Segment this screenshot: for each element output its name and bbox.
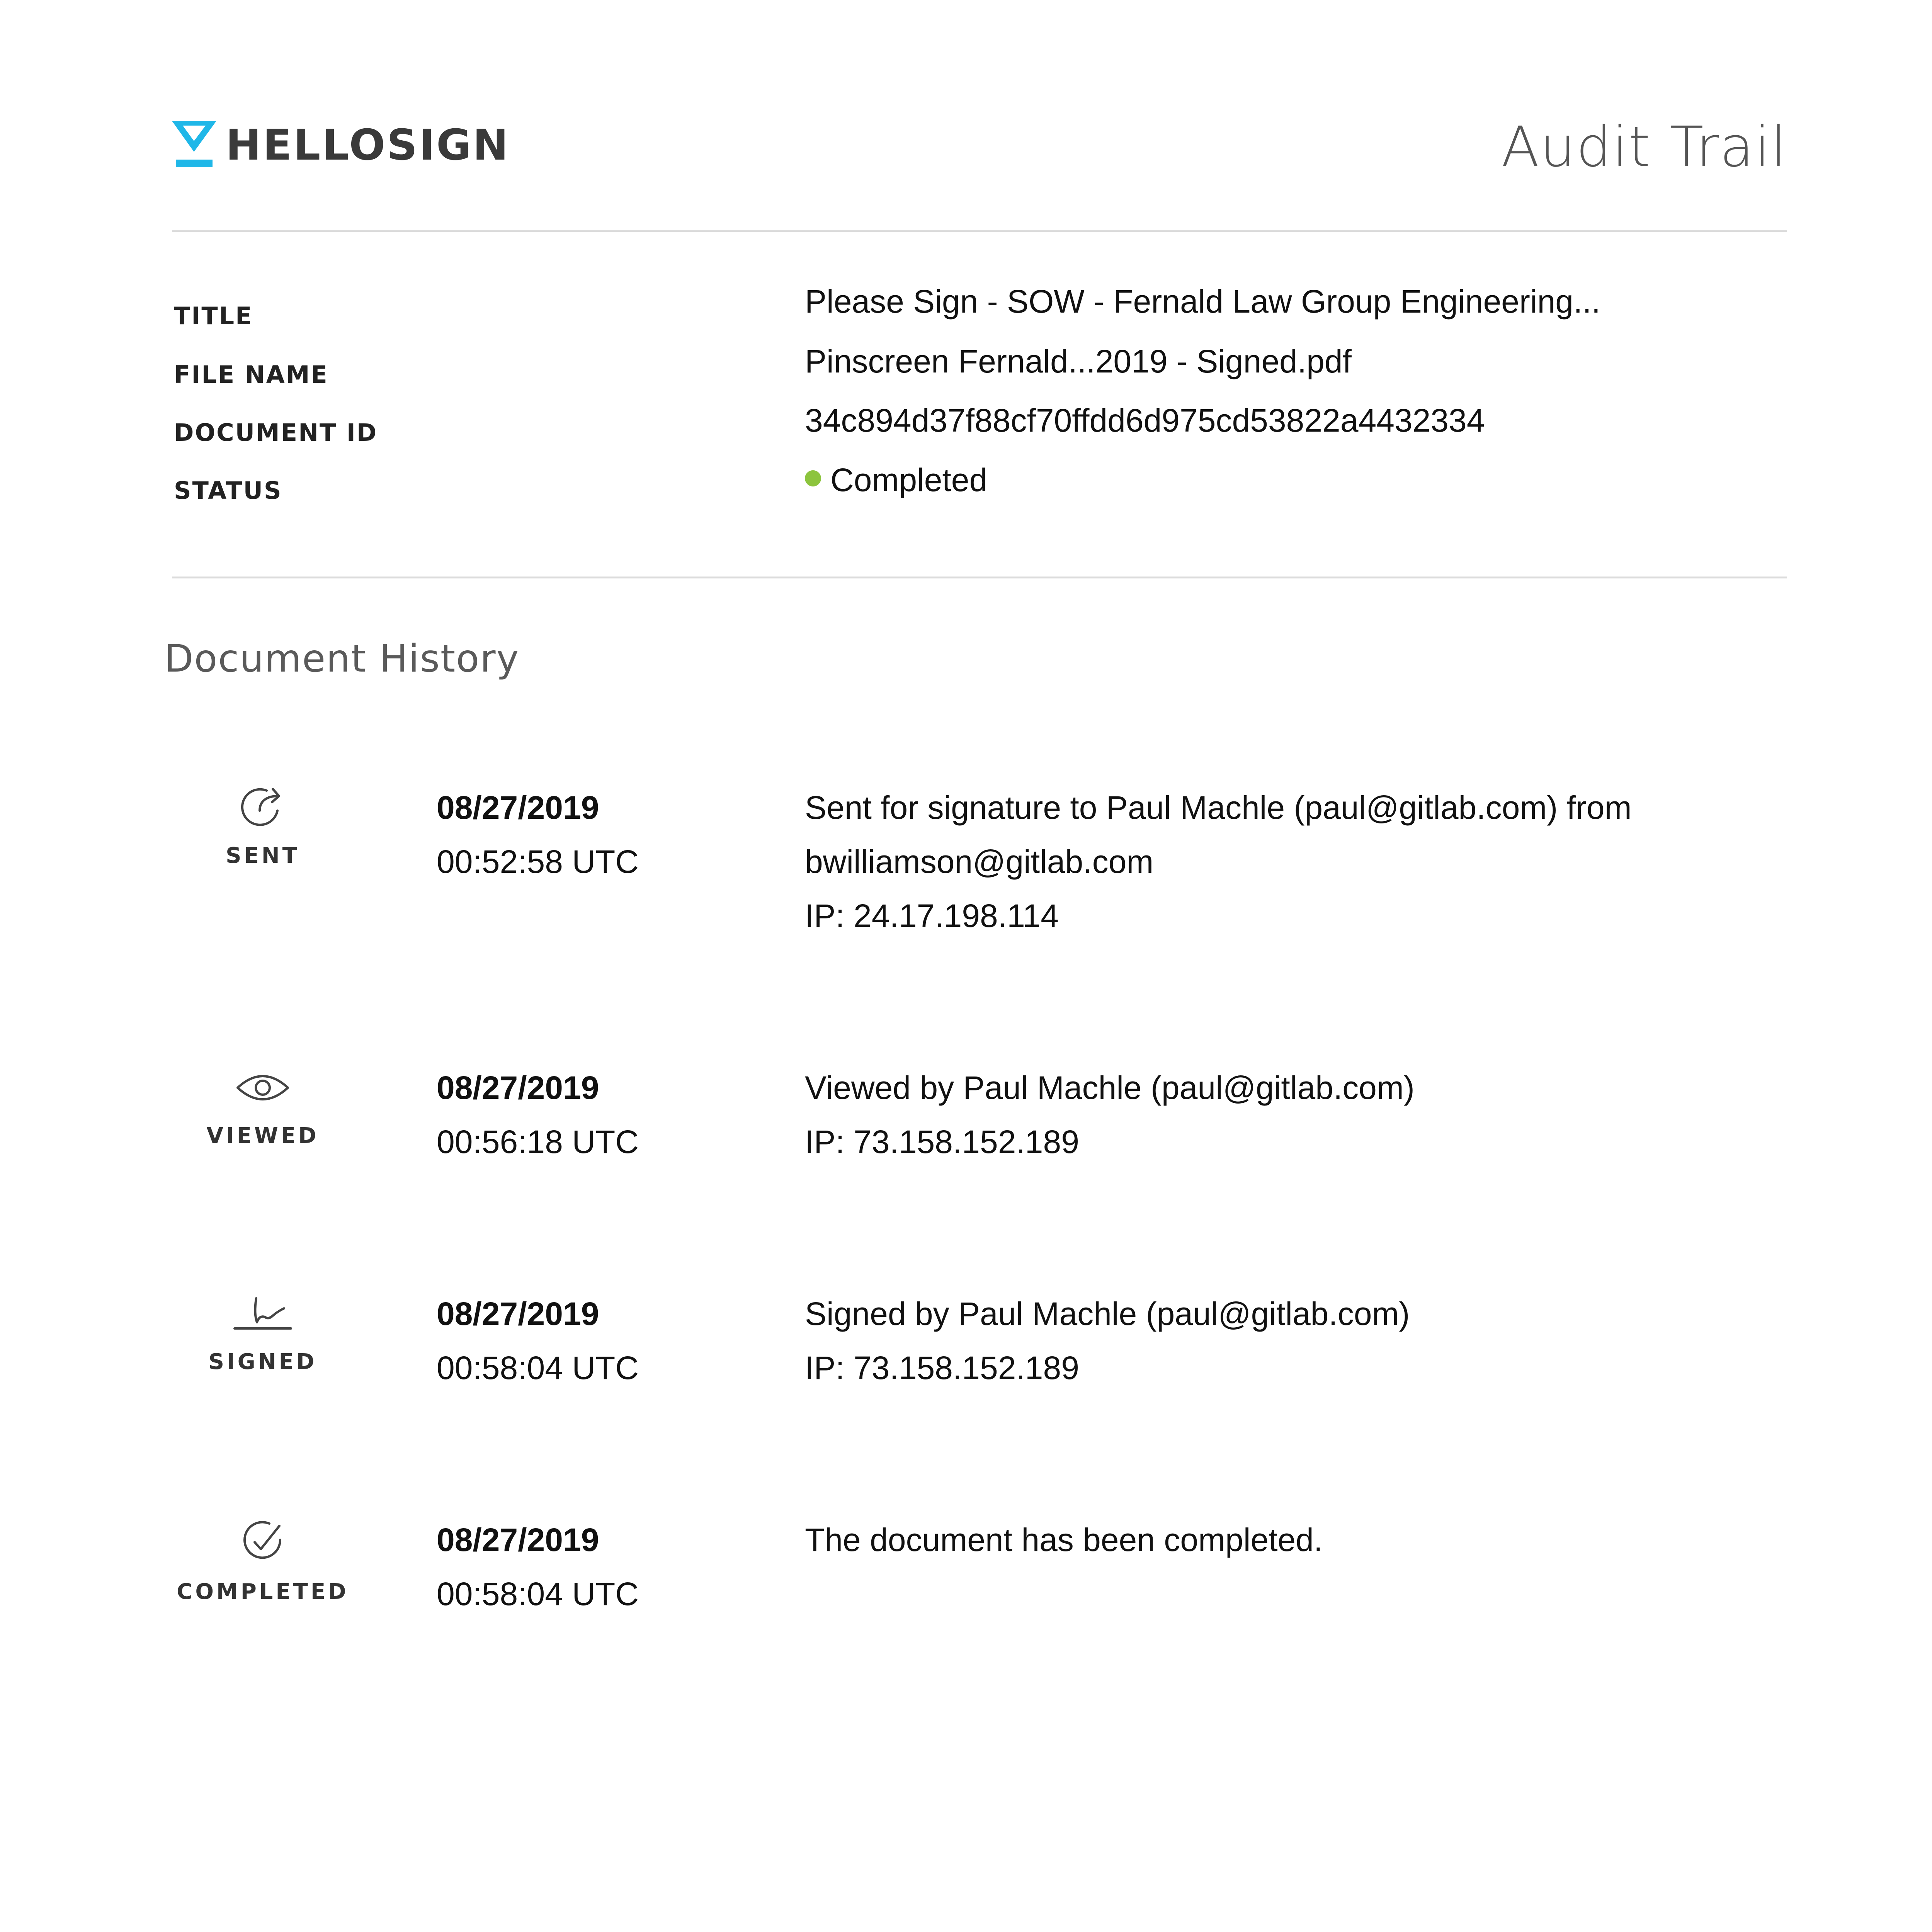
event-label: COMPLETED (177, 1579, 349, 1604)
signature-icon (230, 1287, 296, 1341)
event-date: 08/27/2019 (437, 1296, 599, 1332)
sent-icon (236, 781, 290, 835)
event-icon-wrapper (216, 781, 309, 868)
event-label: VIEWED (206, 1123, 319, 1148)
event-icon-wrapper (177, 1513, 349, 1604)
section-divider (172, 577, 1787, 578)
event-date: 08/27/2019 (437, 1522, 599, 1558)
event-time: 00:56:18 UTC (437, 1124, 639, 1160)
document-history-title: Document History (164, 637, 520, 681)
header-divider (172, 230, 1787, 232)
file-name-label: FILE NAME (174, 361, 328, 389)
event-description: Viewed by Paul Machle (paul@gitlab.com) (805, 1070, 1415, 1106)
event-label: SENT (226, 843, 300, 868)
hellosign-logo-icon (172, 121, 216, 169)
brand-logo (172, 120, 510, 170)
status-value (805, 461, 987, 499)
page-title: Audit Trail (1501, 114, 1787, 179)
event-description: The document has been completed. (805, 1522, 1323, 1558)
event-time: 00:52:58 UTC (437, 844, 639, 880)
event-date: 08/27/2019 (437, 1070, 599, 1106)
file-name-value: Pinscreen Fernald...2019 - Signed.pdf (805, 343, 1352, 379)
status-text: Completed (830, 462, 988, 498)
event-icon-wrapper (206, 1061, 319, 1148)
event-date: 08/27/2019 (437, 789, 599, 826)
status-label: STATUS (174, 476, 282, 505)
document-id-value: 34c894d37f88cf70ffdd6d975cd53822a4432334 (805, 402, 1485, 439)
event-time: 00:58:04 UTC (437, 1576, 639, 1612)
brand-name: HELLOSIGN (226, 120, 510, 170)
event-description: bwilliamson@gitlab.com (805, 844, 1154, 880)
check-circle-icon (234, 1513, 292, 1571)
event-icon-wrapper (208, 1287, 317, 1374)
status-indicator-dot (805, 470, 821, 486)
event-ip: IP: 73.158.152.189 (805, 1124, 1079, 1160)
event-label: SIGNED (208, 1349, 317, 1374)
event-time: 00:58:04 UTC (437, 1350, 639, 1386)
event-description: Sent for signature to Paul Machle (paul@gitlab.com) from (805, 789, 1632, 826)
document-id-label: DOCUMENT ID (174, 418, 378, 447)
event-ip: IP: 73.158.152.189 (805, 1350, 1079, 1386)
title-value: Please Sign - SOW - Fernald Law Group Engineering... (805, 283, 1600, 320)
eye-icon (234, 1061, 292, 1115)
title-label: TITLE (174, 302, 253, 330)
event-ip: IP: 24.17.198.114 (805, 898, 1059, 934)
event-description: Signed by Paul Machle (paul@gitlab.com) (805, 1296, 1410, 1332)
